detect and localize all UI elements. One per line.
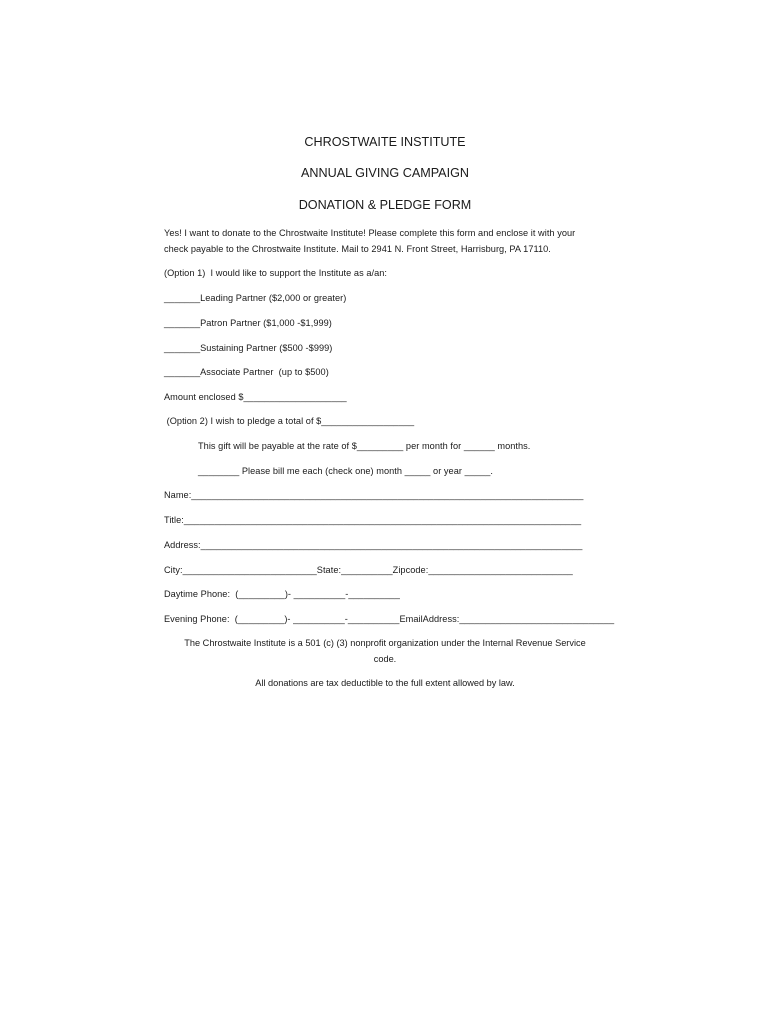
tax-deductible-note: All donations are tax deductible to the full extent allowed by law. <box>255 678 515 688</box>
intro-line-1: Yes! I want to donate to the Chrostwaite Institute! Please complete this form and enclose it with your <box>164 228 576 238</box>
name-field[interactable]: Name:____________________________________________________________________________ <box>164 490 584 500</box>
option-2-pledge-field[interactable]: (Option 2) I wish to pledge a total of $__________________ <box>164 416 415 426</box>
level-patron-partner[interactable]: _______Patron Partner ($1,000 -$1,999) <box>164 318 332 328</box>
level-sustaining-partner[interactable]: _______Sustaining Partner ($500 -$999) <box>164 343 333 353</box>
bill-me-field[interactable]: ________ Please bill me each (check one) month _____ or year _____. <box>198 466 493 476</box>
nonprofit-statement-line-1: The Chrostwaite Institute is a 501 (c) (3) nonprofit organization under the Internal Revenue Service <box>184 638 586 648</box>
level-leading-partner[interactable]: _______Leading Partner ($2,000 or greater) <box>164 293 347 303</box>
address-field[interactable]: Address:__________________________________________________________________________ <box>164 540 583 550</box>
institute-title: CHROSTWAITE INSTITUTE <box>304 135 466 149</box>
title-field[interactable]: Title:_____________________________________________________________________________ <box>164 515 582 525</box>
form-title: DONATION & PLEDGE FORM <box>298 198 472 212</box>
daytime-phone-field[interactable]: Daytime Phone: (_________)- __________-__________ <box>164 589 400 599</box>
level-associate-partner[interactable]: _______Associate Partner (up to $500) <box>164 367 329 377</box>
city-state-zip-field[interactable]: City:__________________________State:__________Zipcode:____________________________ <box>164 565 573 575</box>
amount-enclosed-field[interactable]: Amount enclosed $____________________ <box>164 392 347 402</box>
evening-phone-email-field[interactable]: Evening Phone: (_________)- __________-__________EmailAddress:______________________________ <box>164 614 615 624</box>
pledge-rate-field[interactable]: This gift will be payable at the rate of $_________ per month for ______ months. <box>198 441 531 451</box>
option-1-label: (Option 1) I would like to support the Institute as a/an: <box>164 268 388 278</box>
intro-line-2: check payable to the Chrostwaite Institute. Mail to 2941 N. Front Street, Harrisburg, PA 17110. <box>164 244 551 254</box>
campaign-title: ANNUAL GIVING CAMPAIGN <box>301 166 469 180</box>
nonprofit-statement-line-2: code. <box>373 654 397 664</box>
